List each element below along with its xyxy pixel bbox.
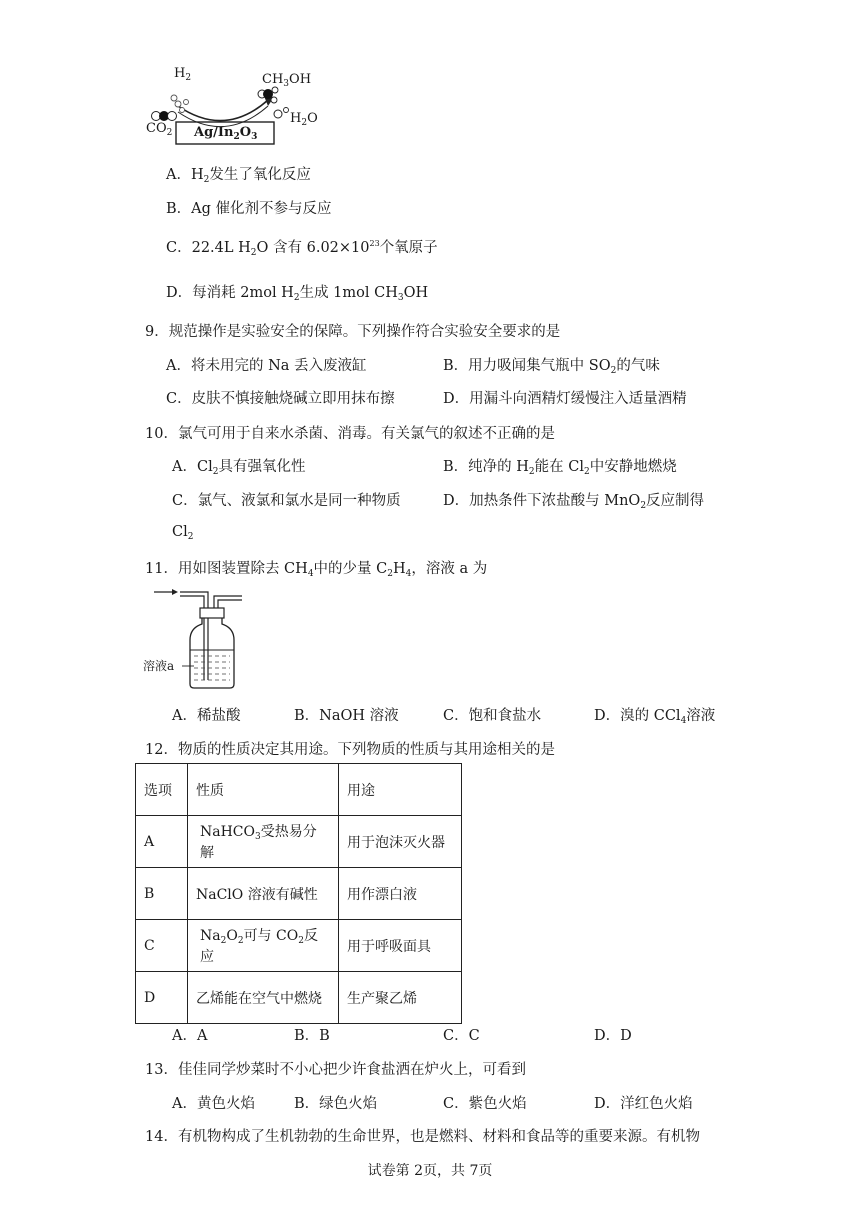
row-use: 用作漂白液 xyxy=(339,868,462,920)
q12-option-b: B．B xyxy=(294,1028,330,1044)
ch3oh-label: $CH_3OH$ xyxy=(262,72,312,89)
row-option: D xyxy=(136,972,188,1024)
q9-option-a: A．将未用完的 Na 丢入废液缸 xyxy=(166,358,367,374)
table-row xyxy=(136,868,462,920)
q11-option-a: A．稀盐酸 xyxy=(172,708,241,724)
q11-option-b: B．NaOH 溶液 xyxy=(294,708,399,724)
row-option: C xyxy=(136,920,188,972)
q8-option-a: A．$H_2$发生了氧化反应 xyxy=(166,167,311,185)
q10-option-b: B．纯净的 $H_2$能在 $Cl_2$中安静地燃烧 xyxy=(443,459,677,477)
q12-stem: 12．物质的性质决定其用途。下列物质的性质与其用途相关的是 xyxy=(145,742,555,758)
q11-option-d: D．溴的 CCl$_4$溶液 xyxy=(594,708,716,726)
q8-option-b: B．Ag 催化剂不参与反应 xyxy=(166,201,332,217)
catalyst-label: $Ag/In_2O_3$ xyxy=(194,125,258,142)
row-use: 用于泡沫灭火器 xyxy=(339,816,462,868)
q11-option-c: C．饱和食盐水 xyxy=(443,708,542,724)
q13-stem: 13．佳佳同学炒菜时不小心把少许食盐洒在炉火上，可看到 xyxy=(145,1062,526,1078)
q10-option-c: C．氯气、液氯和氯水是同一种物质 xyxy=(172,493,401,509)
property-use-table xyxy=(135,763,462,1024)
row-property: 乙烯能在空气中燃烧 xyxy=(188,972,339,1024)
q13-option-b: B．绿色火焰 xyxy=(294,1096,378,1112)
table-header-row xyxy=(136,764,462,816)
q9-option-c: C．皮肤不慎接触烧碱立即用抹布擦 xyxy=(166,391,395,407)
page-footer: 试卷第 2页，共 7页 xyxy=(367,1163,493,1179)
q9-option-b: B．用力吸闻集气瓶中 $SO_2$的气味 xyxy=(443,358,660,376)
row-property: $Na_2O_2$可与 $CO_2$反应 xyxy=(188,920,339,972)
q11-stem: 11．用如图装置除去 $CH_4$中的少量 $C_2H_4$，溶液 a 为 xyxy=(145,561,488,579)
q8-option-c: C．22.4L $H_2O$ 含有 $6.02\times 10^{23}$个氧原子 xyxy=(166,239,438,258)
row-use: 生产聚乙烯 xyxy=(339,972,462,1024)
header-use: 用途 xyxy=(339,764,462,816)
row-property: NaClO 溶液有碱性 xyxy=(188,868,339,920)
row-property: NaHCO$_3$受热易分解 xyxy=(188,816,339,868)
h2-label: $H_2$ xyxy=(174,66,192,83)
table-row xyxy=(136,972,462,1024)
co2-label: $CO_2$ xyxy=(146,121,173,138)
q13-option-c: C．紫色火焰 xyxy=(443,1096,527,1112)
reaction-arrow xyxy=(178,100,268,121)
q14-stem: 14．有机物构成了生机勃勃的生命世界，也是燃料、材料和食品等的重要来源。有机物 xyxy=(145,1129,700,1145)
q12-option-c: C．C xyxy=(443,1028,480,1044)
q13-option-d: D．洋红色火焰 xyxy=(594,1096,693,1112)
q10-option-d: D．加热条件下浓盐酸与 MnO$_2$反应制得 xyxy=(443,493,705,511)
q13-option-a: A．黄色火焰 xyxy=(172,1096,255,1112)
row-use: 用于呼吸面具 xyxy=(339,920,462,972)
h2o-label: $H_2O$ xyxy=(290,111,318,128)
q9-stem: 9．规范操作是实验安全的保障。下列操作符合实验安全要求的是 xyxy=(145,324,561,340)
header-property: 性质 xyxy=(188,764,339,816)
q10-stem: 10．氯气可用于自来水杀菌、消毒。有关氯气的叙述不正确的是 xyxy=(145,426,555,442)
q10-option-d-wrap: $Cl_2$ xyxy=(172,524,194,542)
q8-option-d: D．每消耗 2mol $H_2$生成 1mol $CH_3OH$ xyxy=(166,285,429,303)
header-option: 选项 xyxy=(136,764,188,816)
gas-washing-bottle-figure xyxy=(150,584,260,694)
q12-option-d: D．D xyxy=(594,1028,632,1044)
table-row xyxy=(136,920,462,972)
row-option: B xyxy=(136,868,188,920)
q10-option-a: A．$Cl_2$具有强氧化性 xyxy=(172,459,306,477)
q12-option-a: A．A xyxy=(172,1028,208,1044)
q9-option-d: D．用漏斗向酒精灯缓慢注入适量酒精 xyxy=(443,391,687,407)
table-row xyxy=(136,816,462,868)
row-option: A xyxy=(136,816,188,868)
solution-a-label: 溶液a xyxy=(143,659,175,673)
